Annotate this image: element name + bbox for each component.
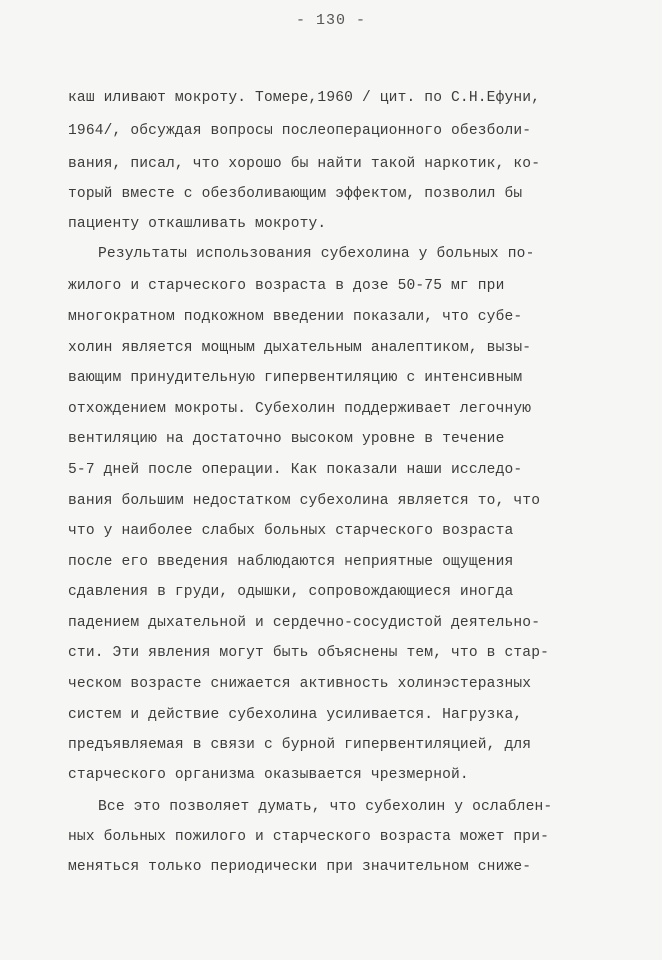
text-line: сти. Эти явления могут быть объяснены тем, что в стар- [68, 645, 550, 661]
text-line: после его введения наблюдаются неприятные ощущения [68, 554, 514, 570]
text-line: падением дыхательной и сердечно-сосудистой деятельно- [68, 615, 541, 631]
text-line: 1964/, обсуждая вопросы послеоперационного обезболи- [68, 123, 532, 139]
text-line: сдавления в груди, одышки, сопровождающиеся иногда [68, 584, 514, 600]
text-line: ческом возрасте снижается активность холинэстеразных [68, 676, 532, 692]
text-line: старческого организма оказывается чрезмерной. [68, 767, 469, 783]
text-line: 5-7 дней после операции. Как показали наши исследо- [68, 462, 523, 478]
text-line: вания, писал, что хорошо бы найти такой наркотик, ко- [68, 156, 541, 172]
page-number: - 130 - [295, 12, 366, 29]
text-line: вающим принудительную гипервентиляцию с интенсивным [68, 370, 523, 386]
text-line: ных больных пожилого и старческого возраста может при- [68, 829, 550, 845]
text-line: вентиляцию на достаточно высоком уровне в течение [68, 431, 505, 447]
text-line: вания большим недостатком субехолина является то, что [68, 493, 541, 509]
text-line: многократном подкожном введении показали, что субе- [68, 309, 523, 325]
text-line: предъявляемая в связи с бурной гипервентиляцией, для [68, 737, 532, 753]
text-line: холин является мощным дыхательным аналептиком, вызы- [68, 340, 532, 356]
text-line: торый вместе с обезболивающим эффектом, позволил бы [68, 186, 523, 202]
text-line: каш иливают мокроту. Томере,1960 / цит. по С.Н.Ефуни, [68, 90, 541, 106]
text-line: что у наиболее слабых больных старческого возраста [68, 523, 514, 539]
text-line: жилого и старческого возраста в дозе 50-75 мг при [68, 278, 505, 294]
text-line: меняться только периодически при значительном сниже- [68, 859, 532, 875]
text-line: пациенту откашливать мокроту. [68, 216, 327, 232]
text-line: систем и действие субехолина усиливается. Нагрузка, [68, 707, 523, 723]
text-line: Результаты использования субехолина у больных по- [98, 246, 535, 262]
text-line: отхождением мокроты. Субехолин поддерживает легочную [68, 401, 532, 417]
text-line: Все это позволяет думать, что субехолин у ослаблен- [98, 799, 553, 815]
